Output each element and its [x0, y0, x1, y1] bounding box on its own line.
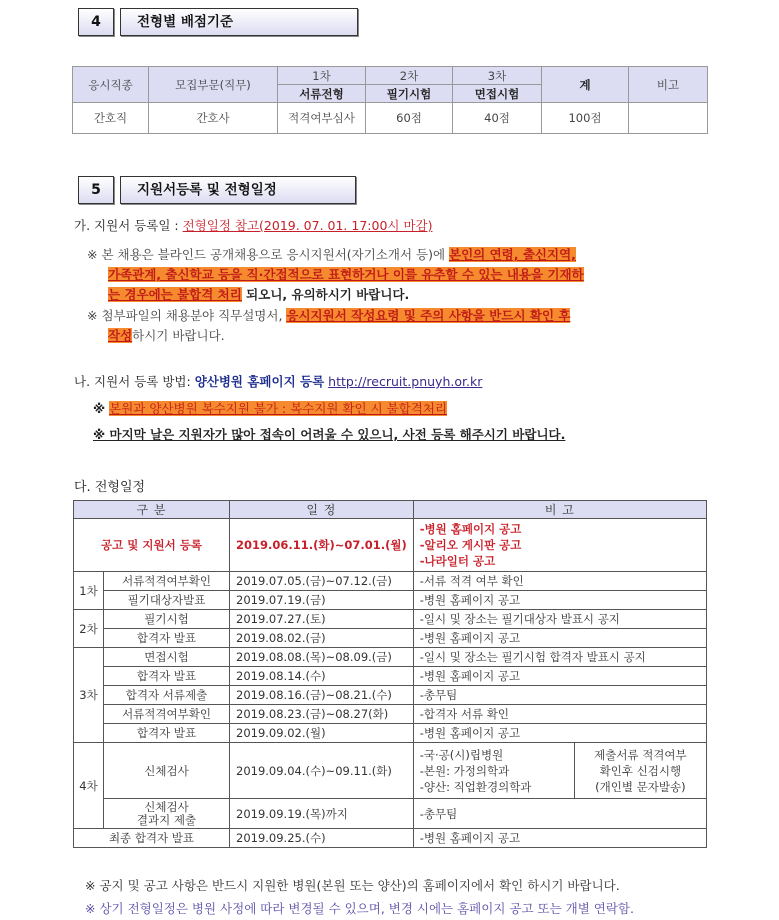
stage-date: 2019.09.19.(목)까지: [230, 799, 414, 829]
cell-stage1: 적격여부심사: [278, 103, 366, 134]
cell-stage3: 40점: [453, 103, 542, 134]
stage-item: [104, 799, 230, 829]
attachment-notice-highlight: 작성: [108, 328, 133, 343]
attachment-notice-line1: [87, 306, 570, 324]
stage-date: 2019.07.27.(토): [230, 610, 414, 629]
stage-item: 합격자 발표: [104, 724, 230, 743]
blind-notice-highlight: 가족관계, 출신학교 등을 직·간접적으로 표현하거나 이를 유추할 수 있는 내용을 기재하: [108, 267, 584, 282]
stage-notes: [413, 743, 574, 799]
stage-note: -병원 홈페이지 공고: [413, 667, 706, 686]
last-day-notice: ※ 마지막 날은 지원자가 많아 접속이 어려울 수 있으니, 사전 등록 해주시기 바랍니다.: [93, 427, 566, 442]
duplicate-application-notice: [93, 399, 447, 417]
stage-note: -국·공(시)립병원: [419, 747, 504, 762]
registration-date-line: [74, 216, 432, 234]
stage-side-notes: [574, 743, 706, 799]
header-date: 일 정: [230, 501, 414, 519]
stage-note: -서류 적격 여부 확인: [413, 572, 706, 591]
schedule-table: [73, 500, 707, 848]
stage-note: -병원 홈페이지 공고: [413, 629, 706, 648]
footer-notice-1: ※ 공지 및 공고 사항은 반드시 지원한 병원(본원 또는 양산)의 홈페이지에서 확인 하시기 바랍니다.: [85, 878, 620, 893]
note-mark: ※: [87, 308, 98, 323]
section-4-title: 전형별 배점기준: [120, 8, 358, 36]
table-row: [74, 829, 707, 848]
stage-item-line: 결과지 제출: [136, 812, 197, 827]
footer-notice-2: ※ 상기 전형일정은 병원 사정에 따라 변경될 수 있으며, 변경 시에는 홈페이지 공고 또는 개별 연락함.: [85, 901, 634, 916]
cell-stage2: 60점: [366, 103, 453, 134]
header-stage1-sub: 서류전형: [278, 85, 366, 103]
stage-date: 2019.08.02.(금): [230, 629, 414, 648]
header-job-type: 응시직종: [73, 67, 149, 103]
blind-notice-tail: 되오니, 유의하시기 바랍니다.: [241, 287, 410, 302]
header-remarks: 비고: [629, 67, 708, 103]
stage-date: 2019.08.08.(목)~08.09.(금): [230, 648, 414, 667]
stage-note: -병원 홈페이지 공고: [413, 591, 706, 610]
stage-item: 필기대상자발표: [104, 591, 230, 610]
stage-item: 서류적격여부확인: [104, 705, 230, 724]
section-5-title: 지원서등록 및 전형일정: [120, 176, 356, 204]
header-stage3-sub: 면접시험: [453, 85, 542, 103]
table-row: [74, 743, 707, 799]
stage-note: -총무팀: [413, 686, 706, 705]
stage-item: 신체검사: [104, 743, 230, 799]
attachment-notice-line2: [108, 326, 225, 344]
cell-remarks: [629, 103, 708, 134]
cell-total: 100점: [542, 103, 629, 134]
stage-label: 2차: [74, 610, 104, 648]
cell-job-type: 간호직: [73, 103, 149, 134]
table-row: [74, 705, 707, 724]
stage-label: 1차: [74, 572, 104, 610]
header-stage3: 3차: [453, 67, 542, 85]
stage-item: 합격자 서류제출: [104, 686, 230, 705]
stage-note: -일시 및 장소는 필기대상자 발표시 공지: [413, 610, 706, 629]
stage-note: -양산: 직업환경의학과: [419, 779, 532, 794]
cell-division: 간호사: [149, 103, 278, 134]
stage-note: -병원 홈페이지 공고: [413, 724, 706, 743]
header-division: 모집부문(직무): [149, 67, 278, 103]
header-category: 구 분: [74, 501, 230, 519]
stage-item: 필기시험: [104, 610, 230, 629]
table-row: [73, 103, 708, 134]
table-row: [74, 610, 707, 629]
blind-notice-line3: [108, 285, 409, 303]
side-note: (개인별 문자발송): [595, 779, 686, 794]
stage-item: 합격자 발표: [104, 667, 230, 686]
scoring-criteria-table: [72, 66, 708, 134]
note-mark: ※: [87, 247, 98, 262]
stage-item-line: 신체검사: [144, 799, 189, 814]
stage-date: 2019.07.19.(금): [230, 591, 414, 610]
stage-note: -일시 및 장소는 필기시험 합격자 발표시 공지: [413, 648, 706, 667]
stage-date: 2019.08.14.(수): [230, 667, 414, 686]
stage-label: 3차: [74, 648, 104, 743]
registration-date-label: 가. 지원서 등록일 :: [74, 218, 183, 233]
section-4-number: 4: [78, 8, 114, 36]
attachment-notice-text: 첨부파일의 채용분야 직무설명서,: [97, 308, 287, 323]
stage-item: 서류적격여부확인: [104, 572, 230, 591]
blind-notice-line2: [108, 265, 584, 283]
section-5-number: 5: [78, 176, 114, 204]
side-note: 확인후 신검시행: [599, 763, 682, 778]
registration-date-value: 전형일정 참고(2019. 07. 01. 17:00시 마감): [182, 218, 433, 233]
header-total: 계: [542, 67, 629, 103]
header-remarks: 비 고: [413, 501, 706, 519]
announce-note: -병원 홈페이지 공고: [419, 522, 522, 536]
announce-notes: [413, 519, 706, 572]
schedule-heading: 다. 전형일정: [74, 480, 146, 495]
stage-date: 2019.09.04.(수)~09.11.(화): [230, 743, 414, 799]
announce-note: -나라일터 공고: [419, 554, 496, 568]
blind-notice-highlight: 는 경우에는 불합격 처리: [108, 287, 242, 302]
stage-item: 합격자 발표: [104, 629, 230, 648]
final-date: 2019.09.25.(수): [230, 829, 414, 848]
announce-note: -알리오 게시판 공고: [419, 538, 522, 552]
table-row: [74, 591, 707, 610]
registration-method-value: 양산병원 홈페이지 등록: [194, 374, 325, 389]
stage-item: 면접시험: [104, 648, 230, 667]
stage-note: -총무팀: [413, 799, 706, 829]
announce-date: 2019.06.11.(화)~07.01.(월): [230, 519, 414, 572]
header-stage2: 2차: [366, 67, 453, 85]
registration-method-label: 나. 지원서 등록 방법:: [74, 374, 195, 389]
announce-category: 공고 및 지원서 등록: [74, 519, 230, 572]
registration-method-line: [74, 372, 482, 390]
header-stage2-sub: 필기시험: [366, 85, 453, 103]
stage-note: -본원: 가정의학과: [419, 763, 510, 778]
blind-notice-highlight: 본인의 연령, 출신지역,: [449, 247, 576, 262]
attachment-notice-highlight: 응시지원서 작성요령 및 주의 사항을 반드시 확인 후: [286, 308, 571, 323]
table-row: [74, 572, 707, 591]
table-row: [74, 519, 707, 572]
stage-label: 4차: [74, 743, 104, 829]
note-mark: ※: [93, 401, 106, 416]
blind-notice-text: 본 채용은 블라인드 공개채용으로 응시지원서(자기소개서 등)에: [97, 247, 450, 262]
table-row: [74, 686, 707, 705]
stage-date: 2019.09.02.(월): [230, 724, 414, 743]
stage-note: -합격자 서류 확인: [413, 705, 706, 724]
duplicate-application-text: 본원과 양산병원 복수지원 불가 : 복수지원 확인 시 불합격처리: [109, 401, 448, 416]
attachment-notice-tail: 하시기 바랍니다.: [132, 328, 225, 343]
table-row: [74, 667, 707, 686]
stage-date: 2019.08.16.(금)~08.21.(수): [230, 686, 414, 705]
table-row: [74, 629, 707, 648]
table-row: [74, 724, 707, 743]
table-row: [74, 799, 707, 829]
header-stage1: 1차: [278, 67, 366, 85]
table-row: [74, 648, 707, 667]
stage-date: 2019.08.23.(금)~08.27(화): [230, 705, 414, 724]
stage-date: 2019.07.05.(금)~07.12.(금): [230, 572, 414, 591]
final-category: 최종 합격자 발표: [74, 829, 230, 848]
side-note: 제출서류 적격여부: [594, 747, 687, 762]
blind-notice-line1: [87, 245, 576, 263]
recruit-site-link[interactable]: http://recruit.pnuyh.or.kr: [328, 374, 483, 389]
final-note: -병원 홈페이지 공고: [413, 829, 706, 848]
